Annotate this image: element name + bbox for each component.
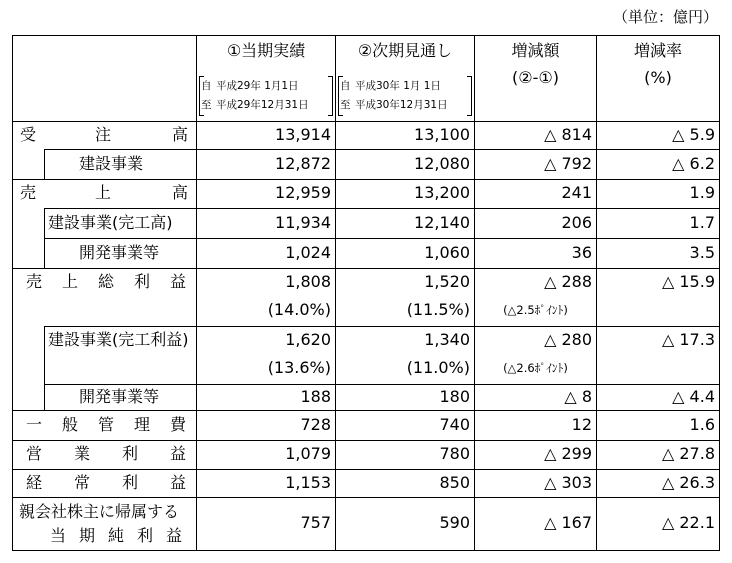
grid-line xyxy=(44,326,45,410)
value-change: △ 8 xyxy=(564,387,592,406)
value-current: 1,024 xyxy=(285,243,331,262)
value-rate: 1.9 xyxy=(689,183,715,202)
grid-line xyxy=(12,440,720,441)
row-label-char: 益 xyxy=(166,526,183,545)
value-forecast: 1,520 xyxy=(424,272,470,291)
value-forecast: 740 xyxy=(439,415,470,434)
header-change-amount: 増減額 xyxy=(511,41,560,60)
value-forecast: 12,140 xyxy=(414,213,470,232)
value-forecast: 590 xyxy=(439,513,470,532)
value-change: △ 167 xyxy=(544,513,592,532)
row-label-char: 売 xyxy=(20,183,37,202)
row-label-char: 理 xyxy=(134,415,151,434)
grid-line xyxy=(12,497,720,498)
row-label: 親会社株主に帰属する xyxy=(19,502,180,521)
header-change-amount-sub: (②-①) xyxy=(512,68,559,87)
value-forecast: 1,060 xyxy=(424,243,470,262)
row-label-char: 般 xyxy=(62,415,79,434)
value-rate: △ 5.9 xyxy=(672,125,715,144)
value-change: 206 xyxy=(561,213,592,232)
period-bracket-right xyxy=(328,76,333,116)
grid-line xyxy=(12,35,13,551)
period-bracket-right xyxy=(467,76,472,116)
row-label-char: 益 xyxy=(170,473,187,492)
grid-line xyxy=(44,149,45,179)
period-to-label: 至 xyxy=(201,99,212,111)
value-rate: △ 26.3 xyxy=(661,473,715,492)
margin-current: (14.0%) xyxy=(267,300,331,319)
value-forecast: 850 xyxy=(439,473,470,492)
value-rate: △ 15.9 xyxy=(661,272,715,291)
row-label: 建設事業(完工利益) xyxy=(48,330,189,349)
row-label-char: 営 xyxy=(26,444,43,463)
grid-line xyxy=(12,410,720,411)
value-change: △ 280 xyxy=(544,330,592,349)
period-from: 平成30年 1月 1日 xyxy=(355,80,441,92)
row-label-char: 常 xyxy=(74,473,91,492)
value-change: 12 xyxy=(571,415,592,434)
period-from: 平成29年 1月1日 xyxy=(216,80,299,92)
value-change: △ 299 xyxy=(544,444,592,463)
value-current: 1,079 xyxy=(285,444,331,463)
grid-line xyxy=(12,268,720,269)
value-current: 13,914 xyxy=(275,125,331,144)
grid-line xyxy=(44,149,720,150)
row-label-char: 高 xyxy=(172,125,189,144)
value-forecast: 13,100 xyxy=(414,125,470,144)
row-label-char: 費 xyxy=(170,415,187,434)
row-label-char: 業 xyxy=(74,444,91,463)
margin-forecast: (11.5%) xyxy=(406,300,470,319)
row-label-char: 利 xyxy=(122,473,139,492)
row-label-char: 管 xyxy=(98,415,115,434)
row-label: 開発事業等 xyxy=(79,243,160,262)
value-current: 1,153 xyxy=(285,473,331,492)
grid-line xyxy=(12,550,720,551)
period-from-label: 自 xyxy=(201,80,212,92)
value-current: 11,934 xyxy=(275,213,331,232)
grid-line xyxy=(44,384,720,385)
value-forecast: 12,080 xyxy=(414,154,470,173)
value-rate: 1.7 xyxy=(689,213,715,232)
grid-line xyxy=(12,179,720,180)
header-next-forecast: ②次期見通し xyxy=(357,41,453,60)
margin-change-points: (△2.6ﾎﾟｲﾝﾄ) xyxy=(503,361,568,375)
value-current: 1,808 xyxy=(285,272,331,291)
value-current: 1,620 xyxy=(285,330,331,349)
row-label-char: 売 xyxy=(26,272,43,291)
period-to: 平成29年12月31日 xyxy=(216,99,309,111)
row-label-char: 総 xyxy=(98,272,115,291)
row-label-char: 利 xyxy=(122,444,139,463)
row-label-char: 注 xyxy=(95,125,112,144)
period-to: 平成30年12月31日 xyxy=(355,99,448,111)
value-change: 36 xyxy=(571,243,592,262)
value-current: 188 xyxy=(300,387,331,406)
row-label-char: 受 xyxy=(20,125,37,144)
value-change: △ 303 xyxy=(544,473,592,492)
row-label-char: 益 xyxy=(170,272,187,291)
grid-line xyxy=(44,238,720,239)
value-change: △ 814 xyxy=(544,125,592,144)
value-current: 12,959 xyxy=(275,183,331,202)
value-rate: 1.6 xyxy=(689,415,715,434)
value-forecast: 180 xyxy=(439,387,470,406)
value-current: 12,872 xyxy=(275,154,331,173)
value-rate: △ 27.8 xyxy=(661,444,715,463)
period-to-label: 至 xyxy=(340,99,351,111)
value-change: △ 792 xyxy=(544,154,592,173)
grid-line xyxy=(44,208,720,209)
margin-current: (13.6%) xyxy=(267,358,331,377)
value-rate: △ 22.1 xyxy=(661,513,715,532)
value-rate: △ 6.2 xyxy=(672,154,715,173)
period-from-label: 自 xyxy=(340,80,351,92)
value-rate: △ 4.4 xyxy=(672,387,715,406)
header-change-rate: 増減率 xyxy=(633,41,682,60)
value-change: △ 288 xyxy=(544,272,592,291)
row-label-char: 期 xyxy=(79,526,96,545)
row-label-char: 上 xyxy=(62,272,79,291)
row-label-char: 高 xyxy=(172,183,189,202)
row-label: 開発事業等 xyxy=(79,387,160,406)
value-forecast: 13,200 xyxy=(414,183,470,202)
value-forecast: 1,340 xyxy=(424,330,470,349)
row-label: 建設事業 xyxy=(79,154,144,173)
value-change: 241 xyxy=(561,183,592,202)
value-forecast: 780 xyxy=(439,444,470,463)
header-current-period: ①当期実績 xyxy=(226,41,306,60)
grid-line xyxy=(12,121,720,122)
unit-label: （単位：億円） xyxy=(612,8,718,26)
row-label-char: 一 xyxy=(26,415,43,434)
value-current: 757 xyxy=(300,513,331,532)
margin-change-points: (△2.5ﾎﾟｲﾝﾄ) xyxy=(503,303,568,317)
header-change-rate-sub: (%) xyxy=(644,68,672,87)
value-current: 728 xyxy=(300,415,331,434)
value-rate: △ 17.3 xyxy=(661,330,715,349)
row-label-char: 上 xyxy=(95,183,112,202)
row-label-char: 純 xyxy=(108,526,125,545)
grid-line xyxy=(12,35,720,36)
grid-line xyxy=(12,469,720,470)
row-label-char: 益 xyxy=(170,444,187,463)
row-label-char: 経 xyxy=(26,473,43,492)
margin-forecast: (11.0%) xyxy=(406,358,470,377)
row-label-char: 利 xyxy=(134,272,151,291)
row-label: 建設事業(完工高) xyxy=(48,213,173,232)
row-label-char: 利 xyxy=(137,526,154,545)
value-rate: 3.5 xyxy=(689,243,715,262)
row-label-char: 当 xyxy=(50,526,67,545)
grid-line xyxy=(719,35,720,551)
grid-line xyxy=(44,326,720,327)
